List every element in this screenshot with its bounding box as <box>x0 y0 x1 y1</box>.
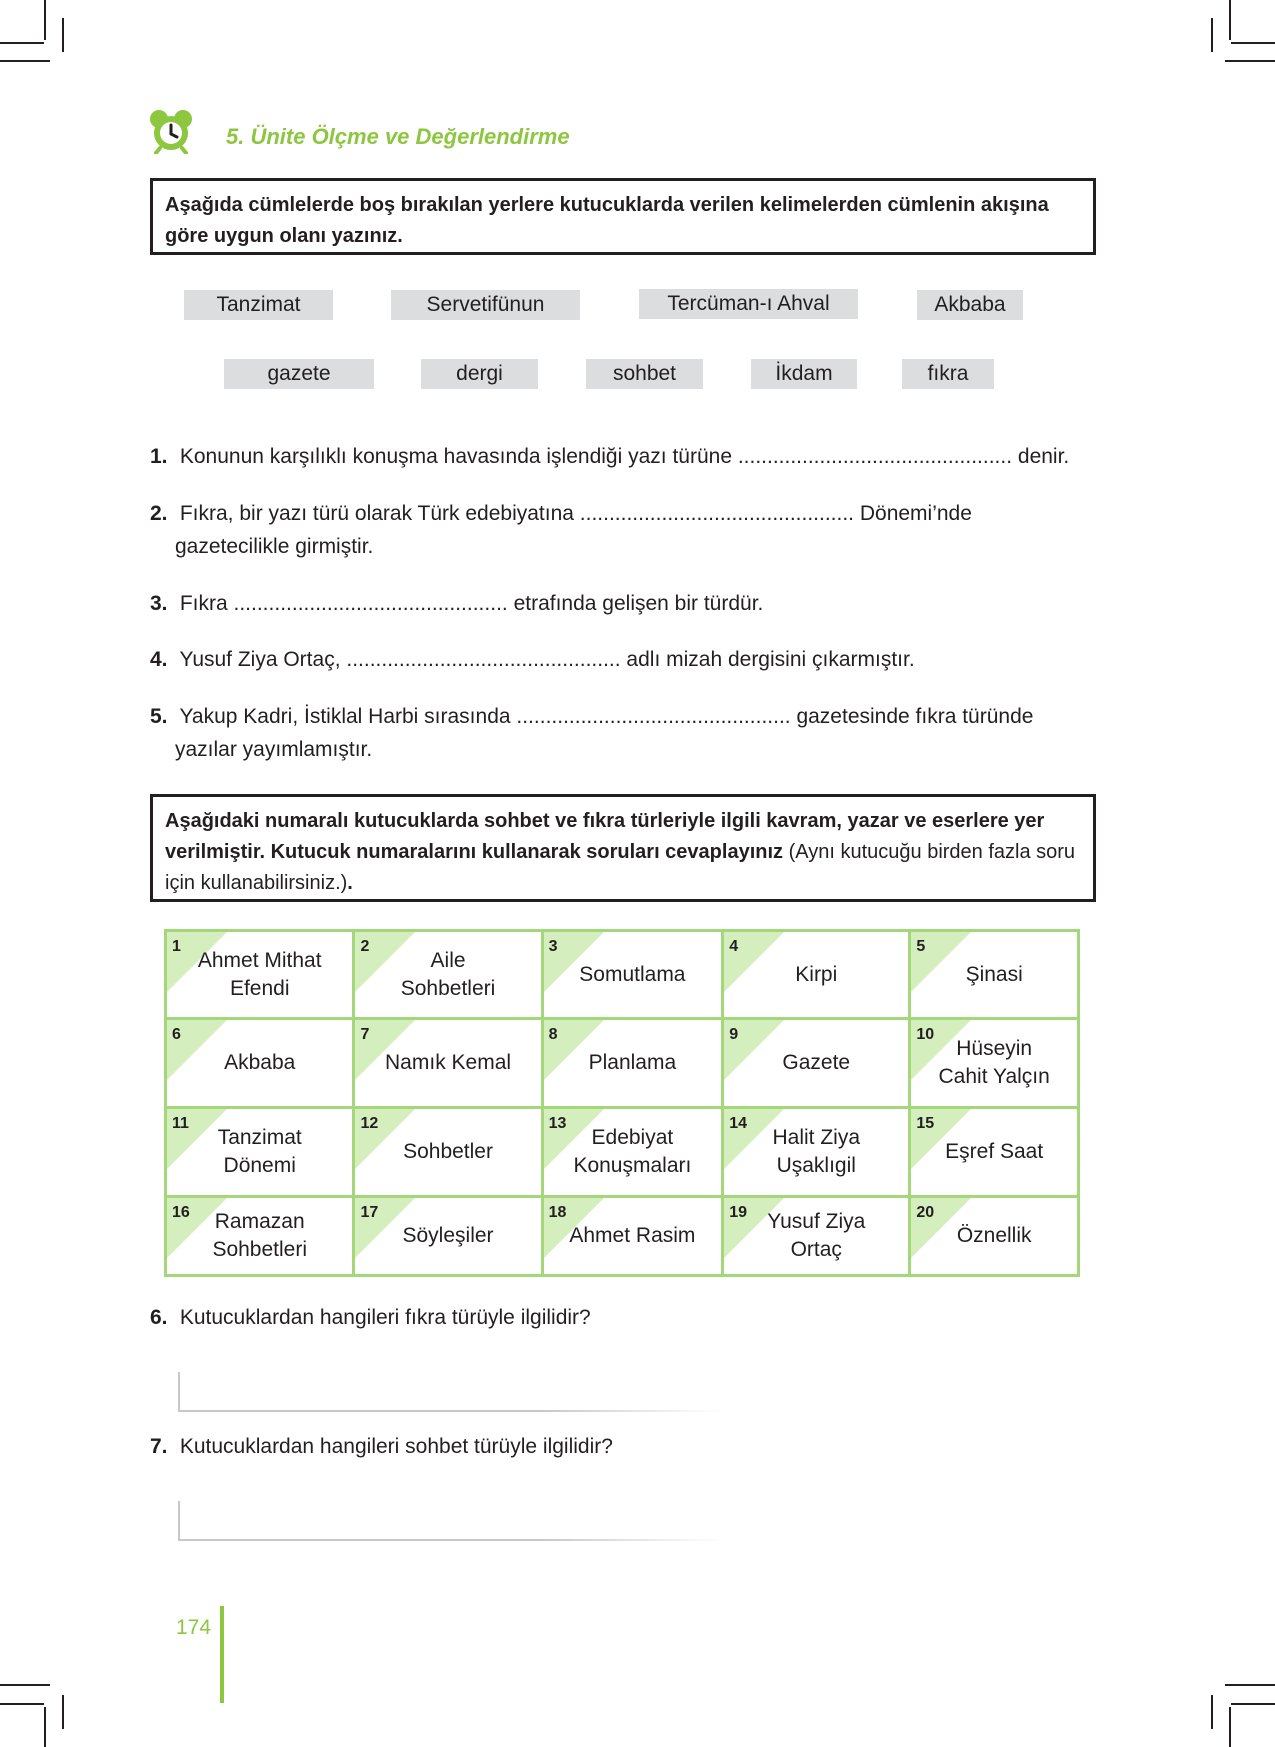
instruction-box-2 <box>150 794 1096 902</box>
question-1 <box>150 440 1130 473</box>
numbered-box <box>723 1197 910 1276</box>
numbered-box <box>723 1108 910 1197</box>
crop-mark <box>1229 0 1231 40</box>
crop-mark <box>1225 60 1275 62</box>
box-number: 3 <box>548 938 558 955</box>
question-3 <box>150 587 1130 620</box>
numbered-box <box>354 1019 542 1108</box>
box-number: 7 <box>360 1026 370 1043</box>
numbered-box <box>910 1108 1079 1197</box>
box-text: Yusuf Ziya Ortaç <box>767 1210 866 1261</box>
box-number: 9 <box>729 1026 739 1043</box>
box-text: Söyleşiler <box>402 1224 494 1247</box>
box-number: 10 <box>916 1026 935 1043</box>
numbered-box <box>542 1019 723 1108</box>
box-text: Sohbetler <box>403 1140 493 1163</box>
crop-mark <box>0 1703 44 1705</box>
crop-mark <box>0 1684 50 1686</box>
question-number: 4. <box>150 648 168 671</box>
numbered-box <box>542 1197 723 1276</box>
instruction-text-bold: Aşağıdaki numaralı kutucuklarda sohbet ve fıkra türleriyle ilgili kavram, yazar ve eserlere yer verilmiştir. Kutucuk numaralarını kullanarak soruları cevaplayınız <box>165 810 1045 863</box>
box-number: 19 <box>729 1204 747 1221</box>
numbered-box <box>166 1019 354 1108</box>
box-text: Namık Kemal <box>385 1051 512 1074</box>
box-number: 13 <box>548 1115 567 1132</box>
box-text: Aile Sohbetleri <box>400 948 496 1000</box>
question-text: Kutucuklardan hangileri sohbet türüyle ilgilidir? <box>179 1435 613 1458</box>
box-text: Kirpi <box>795 962 838 986</box>
box-number: 17 <box>360 1204 379 1221</box>
page-number-bar <box>220 1606 224 1703</box>
page-number: 174 <box>176 1616 212 1639</box>
question-2 <box>150 497 1130 563</box>
question-7 <box>150 1430 1130 1463</box>
unit-header <box>148 108 848 156</box>
numbered-box <box>354 931 542 1019</box>
numbered-box <box>354 1108 542 1197</box>
answer-field[interactable] <box>178 1372 720 1412</box>
crop-mark <box>0 42 44 44</box>
crop-mark <box>44 1707 46 1747</box>
crop-mark <box>44 0 46 40</box>
instruction-text-end: . <box>347 872 353 894</box>
box-number: 2 <box>360 938 370 955</box>
question-text-continued: yazılar yayımlamıştır. <box>175 738 373 761</box>
numbered-box <box>910 1197 1079 1276</box>
box-text: Hüseyin Cahit Yalçın <box>938 1037 1050 1088</box>
numbered-box <box>910 1019 1079 1108</box>
crop-mark <box>1225 1684 1275 1686</box>
box-number: 18 <box>548 1204 567 1221</box>
box-text: Ahmet Rasim <box>569 1224 696 1247</box>
crop-mark <box>1231 42 1275 44</box>
box-number: 8 <box>548 1026 558 1043</box>
numbered-box <box>354 1197 542 1276</box>
question-text: Yusuf Ziya Ortaç, ............................................... adlı mizah dergisini çıkarmıştır. <box>179 648 915 671</box>
box-number: 6 <box>172 1026 181 1043</box>
box-text: Akbaba <box>224 1051 296 1074</box>
box-number: 20 <box>916 1204 935 1221</box>
box-text: Gazete <box>782 1051 851 1074</box>
numbered-box <box>166 1197 354 1276</box>
question-number: 6. <box>150 1306 168 1329</box>
word-box: Tanzimat <box>184 290 333 320</box>
question-number: 2. <box>150 502 168 525</box>
crop-mark <box>0 60 50 62</box>
box-text: Planlama <box>588 1051 677 1074</box>
question-5 <box>150 700 1130 766</box>
word-box: dergi <box>421 359 538 389</box>
crop-mark <box>62 1695 64 1729</box>
numbered-box <box>542 931 723 1019</box>
question-number: 3. <box>150 592 168 615</box>
box-text: Somutlama <box>579 962 686 986</box>
numbered-box-grid <box>164 929 1080 1277</box>
question-text: Fıkra, bir yazı türü olarak Türk edebiyatına ............................................... Dönemi’nde <box>179 502 972 525</box>
box-number: 5 <box>916 938 926 955</box>
box-text: Ahmet Mithat Efendi <box>197 948 322 1000</box>
header-title: 5. Ünite Ölçme ve Değerlendirme <box>226 124 570 149</box>
question-number: 7. <box>150 1435 168 1458</box>
question-text: Kutucuklardan hangileri fıkra türüyle ilgilidir? <box>179 1306 591 1329</box>
box-number: 11 <box>172 1115 189 1132</box>
box-number: 16 <box>172 1204 190 1221</box>
crop-mark <box>1211 1695 1213 1729</box>
box-text: Şinasi <box>965 962 1023 986</box>
question-number: 5. <box>150 705 168 728</box>
numbered-box <box>910 931 1079 1019</box>
question-text: Konunun karşılıklı konuşma havasında işlendiği yazı türüne ............................................... denir. <box>179 445 1070 468</box>
crop-mark <box>1229 1707 1231 1747</box>
word-box: Tercüman-ı Ahval <box>639 289 858 319</box>
box-text: Halit Ziya Uşaklıgil <box>772 1126 861 1177</box>
box-number: 12 <box>360 1115 379 1132</box>
word-box: fıkra <box>902 359 994 389</box>
box-number: 14 <box>729 1115 747 1132</box>
numbered-box <box>166 931 354 1019</box>
box-number: 15 <box>916 1115 935 1132</box>
question-text: Yakup Kadri, İstiklal Harbi sırasında ............................................... gazetesinde fıkra türünde <box>179 705 1034 728</box>
word-box: İkdam <box>751 359 857 389</box>
box-text: Öznellik <box>956 1224 1032 1247</box>
box-text: Ramazan Sohbetleri <box>212 1210 307 1261</box>
word-box: Akbaba <box>917 290 1023 320</box>
word-box: Servetifünun <box>391 290 580 320</box>
instruction-text-note: (Aynı kutucuğu birden fazla soru için kullanabilirsiniz.) <box>165 841 1076 894</box>
question-text-continued: gazetecilikle girmiştir. <box>175 535 374 558</box>
box-number: 4 <box>729 938 739 955</box>
instruction-text: Aşağıda cümlelerde boş bırakılan yerlere kutucuklarda verilen kelimelerden cümlenin akışına göre uygun olanı yazınız. <box>165 194 1049 247</box>
numbered-box <box>166 1108 354 1197</box>
question-text: Fıkra ............................................... etrafında gelişen bir türdür. <box>179 592 764 615</box>
instruction-box-1 <box>150 178 1096 255</box>
alarm-clock-icon <box>148 108 194 154</box>
question-number: 1. <box>150 445 168 468</box>
box-number: 1 <box>172 938 181 955</box>
answer-field[interactable] <box>178 1501 720 1541</box>
box-text: Eşref Saat <box>945 1140 1044 1163</box>
numbered-box <box>723 931 910 1019</box>
crop-mark <box>1211 18 1213 52</box>
crop-mark <box>1231 1703 1275 1705</box>
numbered-box <box>542 1108 723 1197</box>
crop-mark <box>62 18 64 52</box>
question-6 <box>150 1301 1130 1334</box>
word-box: gazete <box>224 359 374 389</box>
box-text: Tanzimat Dönemi <box>217 1126 302 1177</box>
numbered-box <box>723 1019 910 1108</box>
box-text: Edebiyat Konuşmaları <box>573 1126 692 1177</box>
word-box: sohbet <box>586 359 703 389</box>
question-4 <box>150 643 1130 676</box>
